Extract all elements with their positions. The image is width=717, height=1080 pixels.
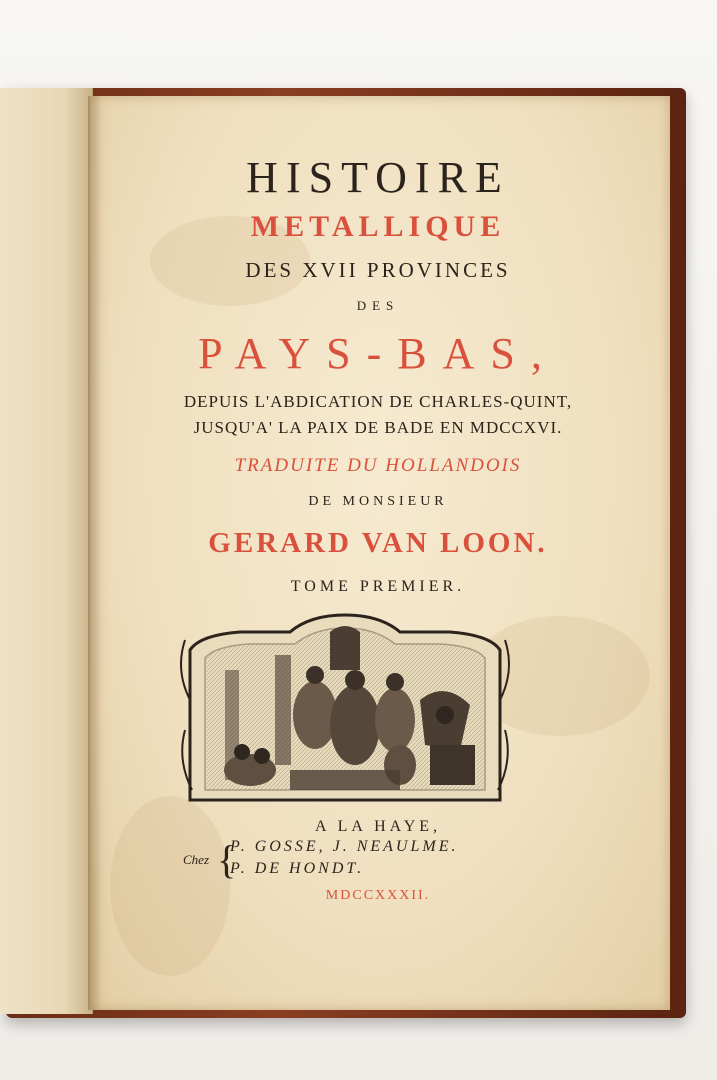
de-monsieur: DE MONSIEUR (308, 494, 448, 509)
title-histoire: HISTOIRE (246, 153, 510, 202)
imprint-publishers (180, 838, 540, 886)
brace-glyph: { (217, 837, 237, 882)
subtitle-line-1: DEPUIS L'ABDICATION DE CHARLES-QUINT, (183, 392, 573, 411)
publisher-line-1: P. GOSSE, J. NEAULME. (230, 838, 459, 855)
engraving-vignette (180, 610, 510, 810)
translation-note: TRADUITE DU HOLLANDOIS (234, 455, 522, 476)
publisher-line-2: P. DE HONDT. (230, 860, 365, 877)
imprint-chez: Chez (183, 852, 209, 867)
subtitle-line-2: JUSQU'A' LA PAIX DE BADE EN MDCCXVI. (193, 418, 563, 437)
imprint-year: MDCCXXXII. (325, 888, 431, 903)
title-pays-bas: PAYS-BAS, (198, 329, 558, 378)
volume-label: TOME PREMIER. (290, 578, 466, 595)
title-provinces: DES XVII PROVINCES (245, 258, 511, 282)
left-page (0, 88, 93, 1014)
imprint-place: A LA HAYE, (314, 818, 442, 835)
author-name: GERARD VAN LOON. (208, 527, 548, 559)
title-metallique: METALLIQUE (250, 210, 506, 243)
title-des: DES (356, 298, 400, 313)
